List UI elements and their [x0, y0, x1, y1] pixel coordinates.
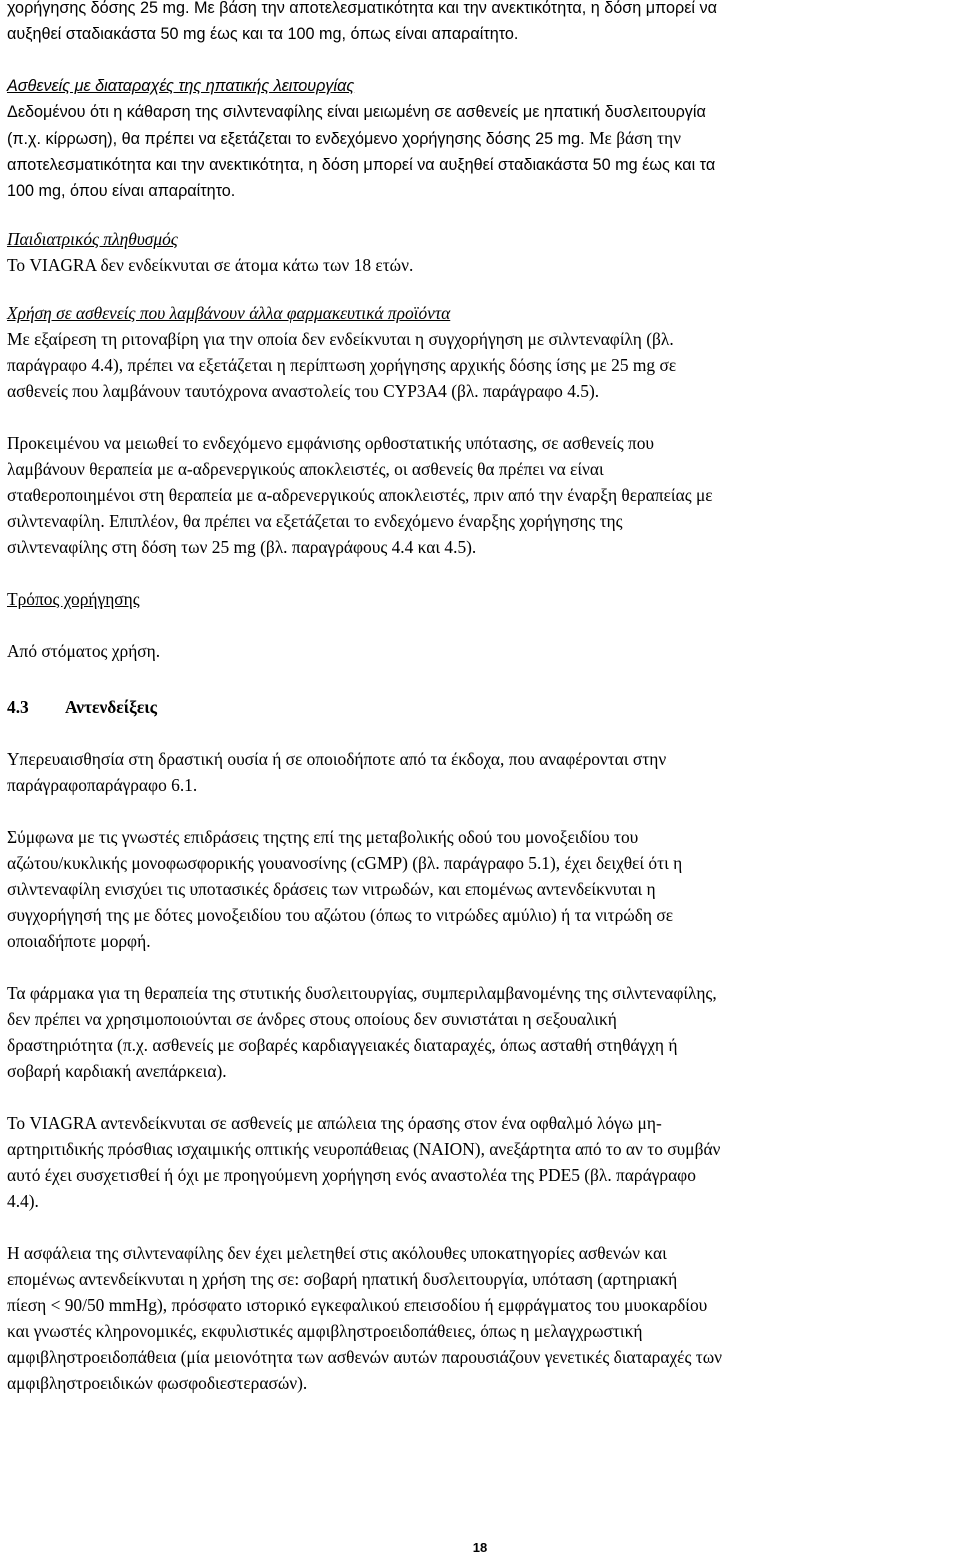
text-line: χορήγησης δόσης 25 mg. Με βάση την αποτελεσματικότητα και την ανεκτικότητα, η δόση μπορεί να	[7, 0, 717, 17]
pediatric-subheading: Παιδιατρικός πληθυσμός	[7, 229, 178, 249]
text-line: αποτελεσματικότητα και την ανεκτικότητα, η δόση μπορεί να αυξηθεί σταδιακάστα 50 mg έως και τα	[7, 156, 716, 174]
administration-text: Από στόματος χρήση.	[7, 641, 161, 661]
text-line: σιλντεναφίλη ενισχύει τις υποτασικές δράσεις των νιτρωδών, και επομένως αντενδείκνυται η	[7, 879, 656, 899]
administration-heading: Τρόπος χορήγησης	[7, 589, 140, 609]
text-line: 100 mg, όπου είναι απαραίτητο.	[7, 182, 236, 200]
text-line	[7, 125, 953, 152]
text-line: Το VIAGRA δεν ενδείκνυται σε άτομα κάτω των 18 ετών.	[7, 255, 414, 275]
text-line: αμφιβληστροειδοπάθεια (μία μειονότητα των ασθενών αυτών παρουσιάζουν γενετικές διαταραχές των	[7, 1347, 723, 1367]
pediatric-section	[7, 226, 953, 278]
text-line: οποιαδήποτε μορφή.	[7, 931, 151, 951]
text-line: Υπερευαισθησία στη δραστική ουσία ή σε οποιοδήποτε από τα έκδοχα, που αναφέρονται στην	[7, 749, 667, 769]
section-title: Αντενδείξεις	[65, 697, 158, 717]
text-span: (π.χ. κίρρωση), θα πρέπει να εξετάζεται το ενδεχόμενο χορήγησης δόσης 25 mg.	[7, 130, 585, 148]
text-line: δραστηριότητα (π.χ. ασθενείς με σοβαρές καρδιαγγειακές διαταραχές, όπως ασταθή στηθάγχη ή	[7, 1035, 678, 1055]
text-line: σιλντεναφίλης στη δόση των 25 mg (βλ. παραγράφους 4.4 και 4.5).	[7, 537, 477, 557]
text-line: Τα φάρμακα για τη θεραπεία της στυτικής δυσλειτουργίας, συμπεριλαμβανομένης της σιλντεναφίλης,	[7, 983, 717, 1003]
text-line: λαμβάνουν θεραπεία με α-αδρενεργικούς αποκλειστές, οι ασθενείς θα πρέπει να είναι	[7, 459, 604, 479]
text-line: Η ασφάλεια της σιλντεναφίλης δεν έχει μελετηθεί στις ακόλουθες υποκατηγορίες ασθενών και	[7, 1243, 667, 1263]
text-line: παράγραφο 4.4), πρέπει να εξετάζεται η περίπτωση χορήγησης αρχικής δόσης ίσης με 25 mg σε	[7, 355, 677, 375]
text-span: Με βάση την	[589, 128, 681, 148]
contra-paragraph-4	[7, 1110, 953, 1214]
text-line: Το VIAGRA αντενδείκνυται σε ασθενείς με απώλεια της όρασης στον ένα οφθαλμό λόγω μη-	[7, 1113, 662, 1133]
section-number: 4.3	[7, 697, 29, 717]
section-heading	[7, 694, 953, 720]
document-page	[7, 0, 953, 1396]
text-line: Προκειμένου να μειωθεί το ενδεχόμενο εμφάνισης ορθοστατικής υπότασης, σε ασθενείς που	[7, 433, 655, 453]
text-line: ασθενείς που λαμβάνουν ταυτόχρονα αναστολείς του CYP3A4 (βλ. παράγραφο 4.5).	[7, 381, 600, 401]
text-line: αρτηριτιδικής πρόσθιας ισχαιμικής οπτικής νευροπάθειας (NAION), ανεξάρτητα από το αν το συμβάν	[7, 1139, 721, 1159]
contra-paragraph-2	[7, 824, 953, 954]
other-meds-section	[7, 300, 953, 404]
text-line: Σύμφωνα με τις γνωστές επιδράσεις τηςτης επί της μεταβολικής οδού του μονοξειδίου του	[7, 827, 639, 847]
text-line: σοβαρή καρδιακή ανεπάρκεια).	[7, 1061, 227, 1081]
text-line: παράγραφοπαράγραφο 6.1.	[7, 775, 198, 795]
alpha-blockers-paragraph	[7, 430, 953, 560]
text-line: συγχορήγησή της με δότες μονοξειδίου του αζώτου (όπως το νιτρώδες αμύλιο) ή τα νιτρώδη σε	[7, 905, 674, 925]
intro-paragraph	[7, 0, 953, 47]
text-line: επομένως αντενδείκνυται η χρήση της σε: σοβαρή ηπατική δυσλειτουργία, υπόταση (αρτηριακή	[7, 1269, 678, 1289]
text-line: δεν πρέπει να χρησιμοποιούνται σε άνδρες στους οποίους δεν συνιστάται η σεξουαλική	[7, 1009, 617, 1029]
text-line: σταθεροποιημένοι στη θεραπεία με α-αδρενεργικούς αποκλειστές, πριν από την έναρξη θεραπείας με	[7, 485, 713, 505]
text-line: και γνωστές κληρονομικές, εκφυλιστικές αμφιβληστροειδοπάθειες, όπως η μελαγχρωστική	[7, 1321, 643, 1341]
page-number: 18	[472, 1540, 488, 1555]
text-line: σιλντεναφίλη. Επιπλέον, θα πρέπει να εξετάζεται το ενδεχόμενο έναρξης χορήγησης της	[7, 511, 623, 531]
text-line: πίεση < 90/50 mmHg), πρόσφατο ιστορικό εγκεφαλικού επεισοδίου ή εμφράγματος του μυοκαρδίου	[7, 1295, 708, 1315]
contra-paragraph-3	[7, 980, 953, 1084]
contra-paragraph-5	[7, 1240, 953, 1396]
other-meds-subheading: Χρήση σε ασθενείς που λαμβάνουν άλλα φαρμακευτικά προϊόντα	[7, 303, 451, 323]
text-line: 4.4).	[7, 1191, 39, 1211]
text-line: αυξηθεί σταδιακάστα 50 mg έως και τα 100 mg, όπως είναι απαραίτητο.	[7, 25, 519, 43]
contra-paragraph-1	[7, 746, 953, 798]
text-line: Με εξαίρεση τη ριτοναβίρη για την οποία δεν ενδείκνυται η συγχορήγηση με σιλντεναφίλη (βλ.	[7, 329, 674, 349]
text-line: αζώτου/κυκλικής μονοφωσφορικής γουανοσίνης (cGMP) (βλ. παράγραφο 5.1), έχει δειχθεί ότι η	[7, 853, 683, 873]
text-line: Δεδομένου ότι η κάθαρση της σιλντεναφίλης είναι μειωμένη σε ασθενείς με ηπατική δυσλειτουργία	[7, 103, 706, 121]
text-line: αμφιβληστροειδικών φωσφοδιεστερασών).	[7, 1373, 308, 1393]
text-line: αυτό έχει συσχετισθεί ή όχι με προηγούμενη χορήγηση ενός αναστολέα της PDE5 (βλ. παράγραφο	[7, 1165, 696, 1185]
hepatic-subheading: Ασθενείς με διαταραχές της ηπατικής λειτουργίας	[7, 77, 355, 95]
hepatic-section	[7, 73, 953, 204]
